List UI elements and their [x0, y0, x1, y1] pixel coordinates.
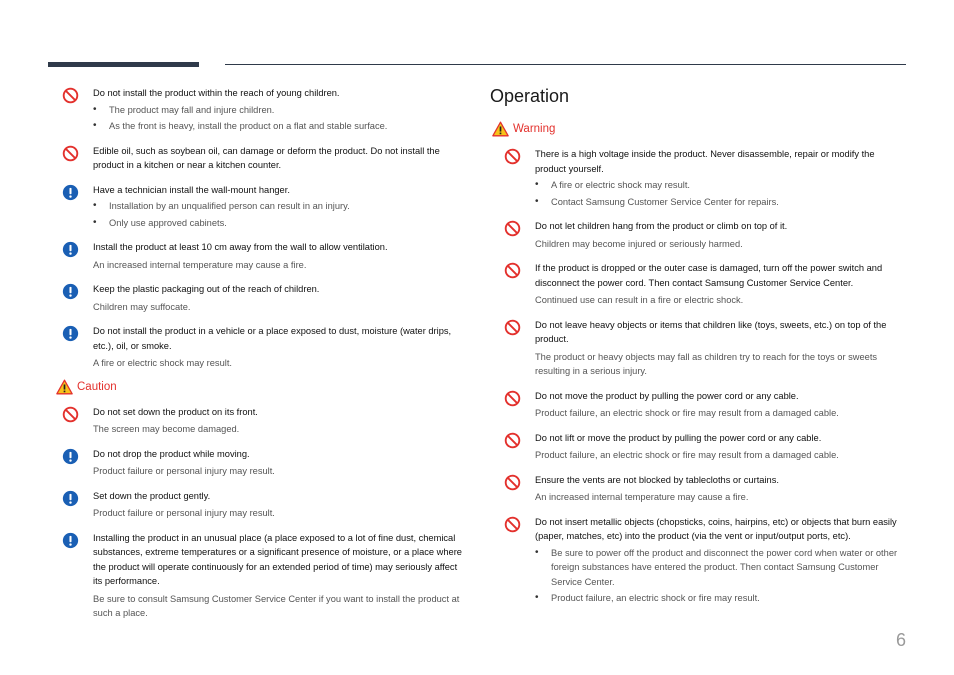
safety-text: Do not move the product by pulling the power cord or any cable. — [535, 390, 799, 401]
safety-text: Do not leave heavy objects or items that children like (toys, sweets, etc.) on top of the product. — [535, 319, 887, 344]
safety-text: Keep the plastic packaging out of the reach of children. — [93, 284, 320, 294]
bullet-list — [93, 199, 466, 230]
safety-item — [498, 316, 908, 379]
operation-list — [490, 145, 908, 606]
mandatory-icon — [62, 325, 79, 342]
prohibited-icon — [504, 319, 521, 336]
mandatory-icon — [62, 241, 79, 258]
safety-item — [56, 238, 466, 272]
safety-text: Edible oil, such as soybean oil, can damage or deform the product. Do not install the product in a kitchen or near a kitchen counter. — [93, 145, 440, 170]
safety-consequence: A fire or electric shock may result. — [93, 358, 232, 368]
safety-consequence: Product failure or personal injury may result. — [93, 508, 275, 518]
bullet-item: • Product failure, an electric shock or fire may result. — [535, 591, 908, 606]
prohibited-icon — [62, 87, 79, 104]
safety-item — [498, 259, 908, 308]
safety-item — [498, 217, 908, 251]
safety-item — [56, 322, 466, 371]
caution-icon — [56, 379, 73, 395]
safety-item — [56, 487, 466, 521]
safety-item — [56, 403, 466, 437]
safety-item — [498, 471, 908, 505]
bullet-item: • The product may fall and injure children. — [93, 103, 466, 118]
mandatory-icon — [62, 184, 79, 201]
safety-item — [56, 445, 466, 479]
safety-item — [498, 513, 908, 606]
warning-icon — [492, 121, 509, 137]
safety-text: Do not install the product within the reach of young children. — [93, 88, 340, 98]
safety-consequence: Product failure, an electric shock or fire may result from a damaged cable. — [535, 450, 839, 460]
safety-text: Install the product at least 10 cm away from the wall to allow ventilation. — [93, 242, 388, 252]
section-title: Operation — [490, 86, 570, 106]
safety-consequence: Children may suffocate. — [93, 301, 191, 312]
caution-header — [56, 379, 466, 395]
bullet-item: • As the front is heavy, install the product on a flat and stable surface. — [93, 119, 466, 134]
safety-item — [56, 529, 466, 621]
bullet-item: • Only use approved cabinets. — [93, 216, 466, 231]
safety-text: Do not install the product in a vehicle or a place exposed to dust, moisture (water drips, etc.), oil, or smoke. — [93, 326, 452, 351]
mandatory-icon — [62, 283, 79, 300]
prohibited-icon — [62, 145, 79, 162]
header-rule — [225, 64, 906, 65]
bullet-item: • A fire or electric shock may result. — [535, 178, 908, 193]
safety-text: Do not let children hang from the product or climb on top of it. — [535, 221, 788, 231]
left-column — [56, 84, 466, 629]
safety-consequence: An increased internal temperature may cause a fire. — [93, 259, 307, 270]
safety-consequence: Continued use can result in a fire or electric shock. — [535, 295, 744, 305]
prohibited-icon — [62, 406, 79, 423]
installation-list — [56, 84, 466, 371]
caution-list — [56, 403, 466, 621]
safety-consequence: Children may become injured or seriously harmed. — [535, 238, 743, 249]
prohibited-icon — [504, 432, 521, 449]
prohibited-icon — [504, 390, 521, 407]
safety-consequence: An increased internal temperature may cause a fire. — [535, 492, 749, 502]
mandatory-icon — [62, 532, 79, 549]
safety-consequence: Product failure or personal injury may result. — [93, 466, 275, 476]
safety-item — [56, 84, 466, 134]
page-number: 6 — [895, 630, 906, 650]
safety-item — [498, 145, 908, 209]
warning-header — [492, 121, 908, 137]
prohibited-icon — [504, 220, 521, 237]
safety-consequence: The screen may become damaged. — [93, 424, 240, 434]
bullet-item: • Be sure to power off the product and disconnect the power cord when water or other foreign substances have entered the product. Then contact Samsung Customer Service Center. — [535, 546, 908, 590]
safety-text: There is a high voltage inside the product. Never disassemble, repair or modify the product yourself. — [535, 149, 875, 174]
safety-item — [498, 387, 908, 421]
bullet-list — [93, 103, 466, 134]
mandatory-icon — [62, 490, 79, 507]
safety-item — [56, 181, 466, 231]
safety-item — [56, 142, 466, 173]
caution-label: Caution — [77, 380, 117, 393]
safety-text: Do not lift or move the product by pulling the power cord or any cable. — [535, 432, 822, 443]
right-column — [490, 84, 908, 614]
prohibited-icon — [504, 474, 521, 491]
prohibited-icon — [504, 148, 521, 165]
safety-text: Do not set down the product on its front. — [93, 406, 258, 417]
safety-text: Do not insert metallic objects (chopsticks, coins, hairpins, etc) or objects that burn easily (paper, matches, etc) into the product (via the vent or input/output ports, etc). — [535, 516, 897, 541]
safety-item — [56, 280, 466, 314]
safety-text: Do not drop the product while moving. — [93, 448, 250, 459]
safety-text: Set down the product gently. — [93, 490, 211, 501]
header-rule-accent — [48, 62, 199, 67]
safety-text: Installing the product in an unusual place (a place exposed to a lot of fine dust, chemical substances, extreme temperatures or a significant presence of moisture, or a place where the product will operate continuously for an extended period of time) may seriously affect its performance. — [93, 532, 462, 586]
safety-consequence: The product or heavy objects may fall as children try to reach for the toys or sweets resulting in a serious injury. — [535, 351, 878, 376]
prohibited-icon — [504, 516, 521, 533]
warning-label: Warning — [513, 123, 556, 135]
safety-consequence: Product failure, an electric shock or fire may result from a damaged cable. — [535, 408, 839, 418]
mandatory-icon — [62, 448, 79, 465]
safety-text: Ensure the vents are not blocked by tablecloths or curtains. — [535, 474, 779, 485]
bullet-item: • Installation by an unqualified person can result in an injury. — [93, 199, 466, 214]
prohibited-icon — [504, 262, 521, 279]
bullet-item: • Contact Samsung Customer Service Center for repairs. — [535, 195, 908, 210]
safety-item — [498, 429, 908, 463]
safety-text: If the product is dropped or the outer case is damaged, turn off the power switch and disconnect the power cord. Then contact Samsung Customer Service Center. — [535, 263, 883, 288]
safety-consequence: Be sure to consult Samsung Customer Service Center if you want to install the product at such a place. — [93, 593, 460, 618]
safety-text: Have a technician install the wall-mount hanger. — [93, 184, 290, 195]
bullet-list — [535, 546, 908, 606]
bullet-list — [535, 178, 908, 209]
